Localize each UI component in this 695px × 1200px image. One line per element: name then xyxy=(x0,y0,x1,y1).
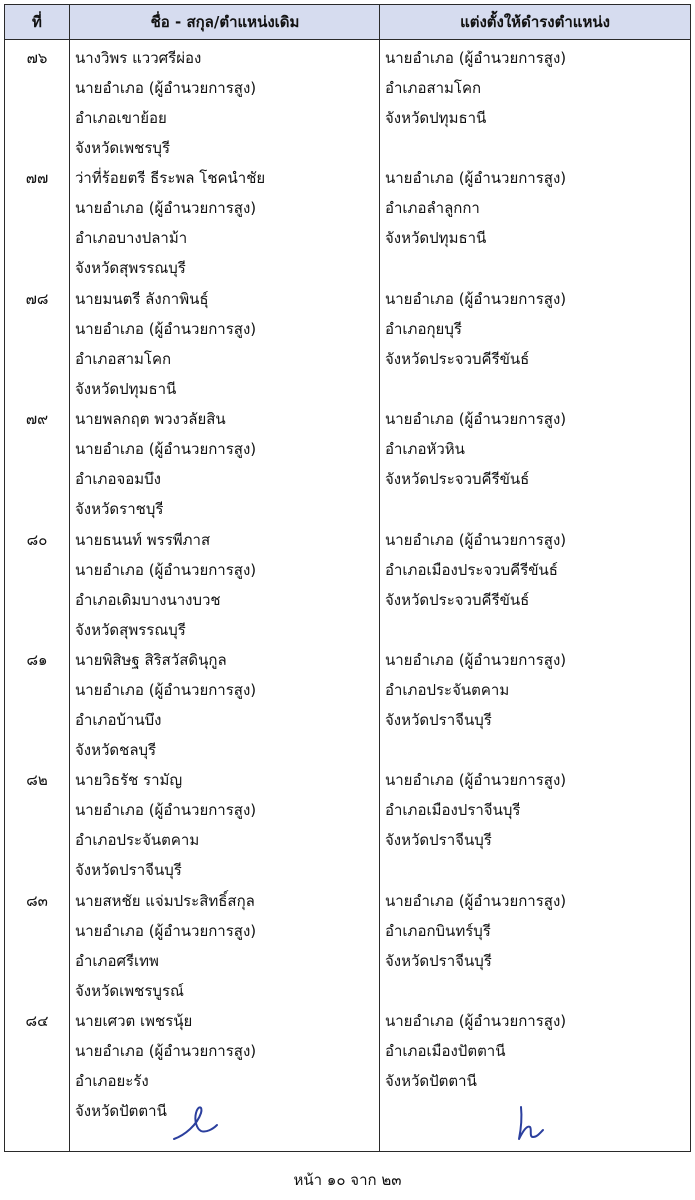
new-line: อำเภอประจันตคาม xyxy=(385,680,510,699)
old-line: นายอำเภอ (ผู้อำนวยการสูง) xyxy=(75,79,257,97)
old-line: นายอำเภอ (ผู้อำนวยการสูง) xyxy=(75,199,257,218)
new-line: จังหวัดปราจีนบุรี xyxy=(385,831,492,850)
old-line: นายอำเภอ (ผู้อำนวยการสูง) xyxy=(75,921,257,940)
old-line: อำเภอสามโคก xyxy=(75,349,172,368)
new-position xyxy=(385,765,566,855)
old-line: นายพลกฤต พวงวลัยสิน xyxy=(75,410,226,429)
old-line: จังหวัดสุพรรณบุรี xyxy=(75,259,186,278)
old-line: นายวิธรัช รามัญ xyxy=(75,771,183,790)
page-number: หน้า ๑๐ จาก ๒๓ xyxy=(293,1171,402,1189)
old-line: นายเศวต เพชรนุ้ย xyxy=(75,1012,193,1031)
table-row xyxy=(5,763,690,883)
old-line: อำเภอบ้านบึง xyxy=(75,710,162,729)
table-row xyxy=(5,523,690,643)
old-position xyxy=(75,765,256,885)
new-line: จังหวัดปัตตานี xyxy=(385,1072,477,1091)
new-line: จังหวัดปราจีนบุรี xyxy=(385,951,492,970)
new-position xyxy=(385,163,566,253)
row-number: ๘๒ xyxy=(26,771,48,790)
old-line: อำเภอจอมบึง xyxy=(75,470,161,489)
row-number: ๗๗ xyxy=(25,169,49,188)
table-body xyxy=(5,41,690,1125)
row-number: ๘๑ xyxy=(26,650,48,669)
row-number: ๗๙ xyxy=(25,410,49,429)
new-line: จังหวัดปราจีนบุรี xyxy=(385,710,492,729)
old-position xyxy=(75,43,256,163)
row-number: ๘๐ xyxy=(26,530,48,549)
old-position xyxy=(75,1006,256,1126)
new-line: อำเภอเมืองประจวบคีรีขันธ์ xyxy=(385,560,558,579)
signature-right-icon xyxy=(513,1103,549,1143)
old-line: นายอำเภอ (ผู้อำนวยการสูง) xyxy=(75,440,257,459)
new-line: นายอำเภอ (ผู้อำนวยการสูง) xyxy=(385,530,567,549)
old-position xyxy=(75,645,256,765)
new-position xyxy=(385,1006,566,1096)
new-line: นายอำเภอ (ผู้อำนวยการสูง) xyxy=(385,771,567,790)
row-number: ๗๘ xyxy=(25,289,49,308)
new-position xyxy=(385,525,566,615)
new-line: อำเภอเมืองปัตตานี xyxy=(385,1042,506,1061)
old-line: นายสหชัย แจ่มประสิทธิ์สกุล xyxy=(75,891,255,910)
old-line: อำเภอเดิมบางนางบวช xyxy=(75,590,221,609)
header-col-old: ชื่อ - สกุล/ตำแหน่งเดิม xyxy=(150,13,300,31)
new-position xyxy=(385,886,566,976)
old-line: จังหวัดสุพรรณบุรี xyxy=(75,620,186,639)
new-line: อำเภอกบินทร์บุรี xyxy=(385,921,491,940)
table-row xyxy=(5,1004,690,1124)
table-header xyxy=(5,5,690,40)
old-line: นายอำเภอ (ผู้อำนวยการสูง) xyxy=(75,1042,257,1061)
new-line: นายอำเภอ (ผู้อำนวยการสูง) xyxy=(385,410,567,429)
old-line: นายอำเภอ (ผู้อำนวยการสูง) xyxy=(75,560,257,579)
old-line: อำเภอยะรัง xyxy=(75,1072,149,1091)
old-line: จังหวัดชลบุรี xyxy=(75,740,157,759)
table-row xyxy=(5,41,690,161)
new-line: อำเภอเมืองปราจีนบุรี xyxy=(385,801,521,820)
old-line: จังหวัดเพชรบุรี xyxy=(75,139,170,157)
new-position xyxy=(385,284,566,374)
new-line: อำเภอกุยบุรี xyxy=(385,319,462,338)
old-line: อำเภอบางปลาม้า xyxy=(75,229,188,248)
old-line: ว่าที่ร้อยตรี ธีระพล โชคนำชัย xyxy=(75,169,266,188)
new-line: นายอำเภอ (ผู้อำนวยการสูง) xyxy=(385,891,567,910)
old-line: อำเภอศรีเทพ xyxy=(75,951,159,970)
new-position xyxy=(385,645,566,735)
old-position xyxy=(75,404,256,524)
old-position xyxy=(75,525,256,645)
new-line: อำเภอลำลูกกา xyxy=(385,199,480,218)
new-line: อำเภอสามโคก xyxy=(385,79,482,97)
old-line: จังหวัดปัตตานี xyxy=(75,1102,167,1121)
old-line: นายอำเภอ (ผู้อำนวยการสูง) xyxy=(75,680,257,699)
old-position xyxy=(75,886,256,1006)
signature-left-icon xyxy=(171,1101,221,1143)
old-line: นายธนนท์ พรรพีภาส xyxy=(75,530,211,549)
table-row xyxy=(5,643,690,763)
old-line: นายมนตรี ลังกาพินธุ์ xyxy=(75,289,209,308)
old-line: นายอำเภอ (ผู้อำนวยการสูง) xyxy=(75,319,257,338)
appointment-table xyxy=(4,4,691,1152)
old-line: นางวิพร แววศรีผ่อง xyxy=(75,49,202,67)
row-number: ๗๖ xyxy=(26,49,48,67)
new-line: นายอำเภอ (ผู้อำนวยการสูง) xyxy=(385,49,567,67)
table-row xyxy=(5,884,690,1004)
old-line: นายอำเภอ (ผู้อำนวยการสูง) xyxy=(75,801,257,820)
old-line: อำเภอประจันตคาม xyxy=(75,831,200,850)
new-line: นายอำเภอ (ผู้อำนวยการสูง) xyxy=(385,1012,567,1031)
table-row xyxy=(5,402,690,522)
new-line: นายอำเภอ (ผู้อำนวยการสูง) xyxy=(385,169,567,188)
old-line: จังหวัดเพชรบูรณ์ xyxy=(75,981,184,1000)
row-number: ๘๓ xyxy=(26,891,48,910)
new-position xyxy=(385,43,566,133)
old-line: จังหวัดปราจีนบุรี xyxy=(75,861,182,880)
header-col-no: ที่ xyxy=(32,13,42,31)
row-number: ๘๔ xyxy=(25,1012,49,1031)
new-line: จังหวัดประจวบคีรีขันธ์ xyxy=(385,590,530,609)
new-position xyxy=(385,404,566,494)
new-line: นายอำเภอ (ผู้อำนวยการสูง) xyxy=(385,289,567,308)
old-line: จังหวัดราชบุรี xyxy=(75,500,164,519)
table-row xyxy=(5,161,690,281)
header-col-new: แต่งตั้งให้ดำรงตำแหน่ง xyxy=(460,13,610,31)
new-line: นายอำเภอ (ผู้อำนวยการสูง) xyxy=(385,650,567,669)
new-line: จังหวัดประจวบคีรีขันธ์ xyxy=(385,470,530,489)
new-line: จังหวัดประจวบคีรีขันธ์ xyxy=(385,349,530,368)
old-line: จังหวัดปทุมธานี xyxy=(75,379,177,398)
old-position xyxy=(75,163,265,283)
old-line: นายพิสิษฐ สิริสวัสดินุกูล xyxy=(75,650,227,669)
table-row xyxy=(5,282,690,402)
new-line: อำเภอหัวหิน xyxy=(385,440,465,459)
new-line: จังหวัดปทุมธานี xyxy=(385,109,487,127)
new-line: จังหวัดปทุมธานี xyxy=(385,229,487,248)
old-position xyxy=(75,284,256,404)
old-line: อำเภอเขาย้อย xyxy=(75,109,167,127)
